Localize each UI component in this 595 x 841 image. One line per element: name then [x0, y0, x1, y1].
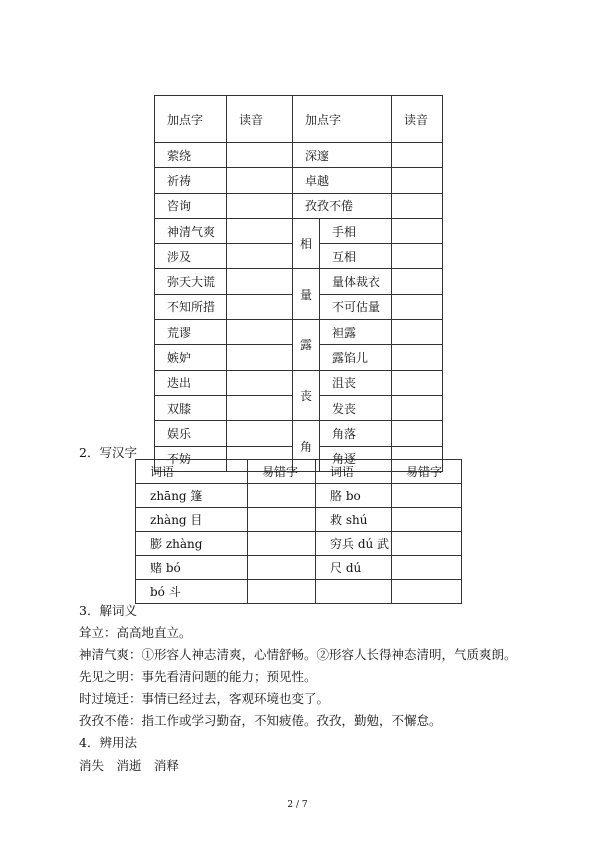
pronunciation-table [154, 95, 443, 472]
word-cell: 萦绕 [155, 143, 227, 168]
reading-blank [227, 269, 293, 294]
reading-blank [392, 244, 443, 269]
word-cell: 双膝 [155, 395, 227, 420]
reading-blank [392, 421, 443, 446]
word-cell: 穷兵 dú 武 [316, 532, 392, 556]
word-cell: 角逐 [320, 446, 392, 471]
section-heading: 3．解词义 [79, 603, 137, 618]
word-cell: 量体裁衣 [320, 269, 392, 294]
answer-blank [248, 556, 316, 580]
reading-blank [227, 370, 293, 395]
polyphone-char: 相 [293, 218, 320, 269]
word-cell: 发丧 [320, 395, 392, 420]
word-cell: 赌 bó [136, 556, 248, 580]
word-cell: 咨询 [155, 193, 227, 218]
polyphone-char: 角 [293, 421, 320, 472]
reading-blank [392, 168, 443, 193]
word-cell: 神清气爽 [155, 218, 227, 243]
reading-blank [227, 345, 293, 370]
word-cell: 膨 zhàng [136, 532, 248, 556]
reading-blank [227, 421, 293, 446]
write-characters-table-header [136, 460, 462, 484]
answer-blank [392, 508, 462, 532]
answer-blank [392, 532, 462, 556]
header-char: 加点字 [155, 96, 227, 143]
word-cell: 袒露 [320, 320, 392, 345]
reading-blank [392, 345, 443, 370]
word-cell: 涉及 [155, 244, 227, 269]
table-row [155, 370, 443, 395]
word-cell: 手相 [320, 218, 392, 243]
answer-blank [392, 556, 462, 580]
header-char: 加点字 [293, 96, 392, 143]
word-cell: 祈祷 [155, 168, 227, 193]
table-row [136, 580, 462, 604]
word-cell: 不妨 [155, 446, 227, 471]
header-reading: 读音 [392, 96, 443, 143]
word-cell: 角落 [320, 421, 392, 446]
header-error-char: 易错字 [248, 460, 316, 484]
page-number: 2 / 7 [287, 800, 308, 810]
word-cell: bó 斗 [136, 580, 248, 604]
table-row [155, 320, 443, 345]
word-cell: 胳 bo [316, 484, 392, 508]
word-cell: 深邃 [293, 143, 392, 168]
section-heading: 4．辨用法 [79, 735, 137, 750]
reading-blank [392, 143, 443, 168]
pronunciation-table-header [155, 96, 443, 143]
definition-line: 时过境迁：事情已经过去，客观环境也变了。 [79, 691, 330, 706]
word-cell: 迭出 [155, 370, 227, 395]
table-row [155, 269, 443, 294]
word-cell: 不可估量 [320, 294, 392, 319]
reading-blank [227, 320, 293, 345]
polyphone-char: 露 [293, 320, 320, 371]
header-error-char: 易错字 [392, 460, 462, 484]
polyphone-char: 量 [293, 269, 320, 320]
section-heading: 2．写汉字 [79, 445, 137, 460]
word-cell: 弥天大谎 [155, 269, 227, 294]
reading-blank [392, 193, 443, 218]
reading-blank [392, 395, 443, 420]
word-cell: 嫉妒 [155, 345, 227, 370]
reading-blank [392, 269, 443, 294]
write-characters-table [135, 459, 462, 604]
word-cell: 救 shú [316, 508, 392, 532]
word-cell: zhāng 篷 [136, 484, 248, 508]
definition-line: 孜孜不倦：指工作或学习勤奋，不知疲倦。孜孜，勤勉，不懈怠。 [79, 713, 442, 728]
word-cell: 荒谬 [155, 320, 227, 345]
table-row [136, 556, 462, 580]
word-cell: zhàng 目 [136, 508, 248, 532]
reading-blank [227, 395, 293, 420]
table-row [155, 193, 443, 218]
definition-line: 神清气爽：①形容人神志清爽，心情舒畅。②形容人长得神态清明，气质爽朗。 [79, 647, 517, 662]
definition-line: 先见之明：事先看清问题的能力；预见性。 [79, 669, 317, 684]
table-row [136, 484, 462, 508]
reading-blank [227, 143, 293, 168]
answer-blank [248, 532, 316, 556]
header-word: 词语 [136, 460, 248, 484]
header-word: 词语 [316, 460, 392, 484]
header-reading: 读音 [227, 96, 293, 143]
word-cell: 娱乐 [155, 421, 227, 446]
answer-blank [392, 484, 462, 508]
polyphone-char: 丧 [293, 370, 320, 421]
reading-blank [227, 294, 293, 319]
definition-line: 耸立：高高地直立。 [79, 625, 192, 640]
table-row [155, 218, 443, 243]
table-row [155, 421, 443, 446]
word-cell: 互相 [320, 244, 392, 269]
answer-blank [248, 580, 316, 604]
reading-blank [227, 193, 293, 218]
word-cell [316, 580, 392, 604]
word-group: 消失 消逝 消释 [79, 758, 180, 773]
table-row [155, 168, 443, 193]
answer-blank [248, 484, 316, 508]
word-cell: 露馅儿 [320, 345, 392, 370]
reading-blank [227, 244, 293, 269]
reading-blank [392, 320, 443, 345]
reading-blank [392, 370, 443, 395]
word-cell: 尺 dú [316, 556, 392, 580]
answer-blank [248, 508, 316, 532]
answer-blank [392, 580, 462, 604]
table-row [155, 143, 443, 168]
reading-blank [227, 218, 293, 243]
reading-blank [227, 168, 293, 193]
table-row [136, 532, 462, 556]
word-cell: 不知所措 [155, 294, 227, 319]
word-cell: 孜孜不倦 [293, 193, 392, 218]
reading-blank [392, 294, 443, 319]
table-row [136, 508, 462, 532]
word-cell: 沮丧 [320, 370, 392, 395]
reading-blank [392, 218, 443, 243]
word-cell: 卓越 [293, 168, 392, 193]
